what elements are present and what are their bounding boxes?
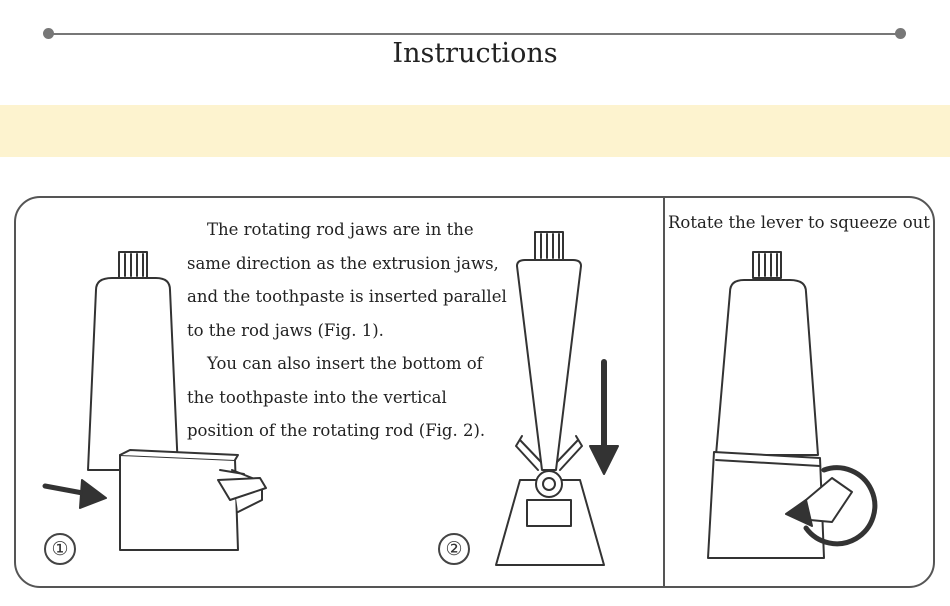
text-line: to the rod jaws (Fig. 1). bbox=[187, 320, 384, 340]
figure-1-label: ① bbox=[44, 533, 76, 565]
text-line: and the toothpaste is inserted parallel bbox=[187, 287, 507, 306]
page-title: Instructions bbox=[392, 38, 558, 69]
fig1-tube bbox=[88, 252, 178, 470]
lever-caption: Rotate the lever to squeeze out bbox=[668, 213, 930, 232]
fig2-arrow bbox=[590, 362, 618, 474]
fig1-squeezer bbox=[120, 450, 266, 550]
text-line: You can also insert the bottom of bbox=[207, 354, 483, 373]
text-line: the toothpaste into the vertical bbox=[187, 387, 447, 407]
text-line: same direction as the extrusion jaws, bbox=[187, 253, 499, 273]
text-line: position of the rotating rod (Fig. 2). bbox=[187, 421, 486, 440]
figure-2-label: ② bbox=[438, 533, 470, 565]
fig1-arrow bbox=[45, 480, 106, 508]
instruction-text bbox=[187, 213, 517, 448]
text-line: The rotating rod jaws are in the bbox=[207, 220, 474, 239]
fig3-illustration bbox=[708, 252, 875, 558]
